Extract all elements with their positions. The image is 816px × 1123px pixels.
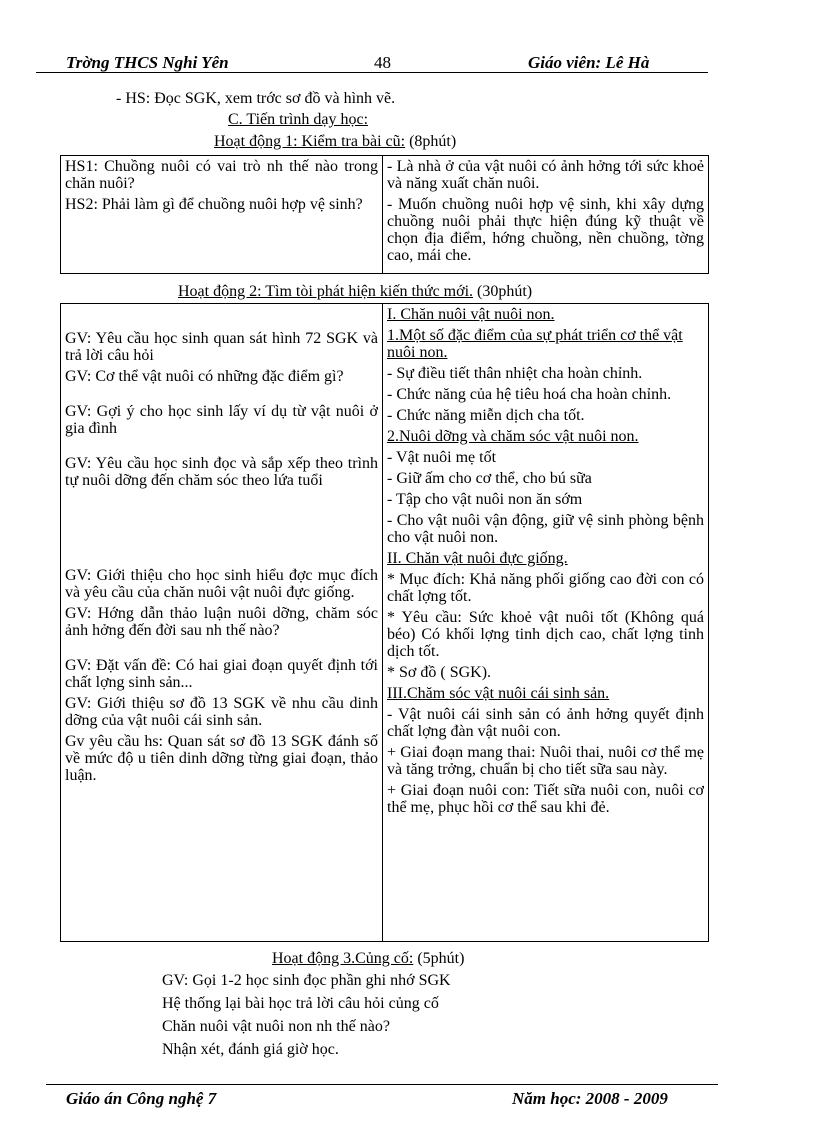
gv-item: GV: Giới thiệu sơ đồ 13 SGK về nhu cầu dinh dỡng của vật nuôi cái sinh sản. bbox=[65, 695, 378, 729]
footer-divider bbox=[46, 1084, 718, 1085]
section-heading: III.Chăm sóc vật nuôi cái sinh sản. bbox=[387, 685, 610, 702]
lesson-row bbox=[61, 304, 709, 942]
activity3-time: (5phút) bbox=[417, 950, 465, 967]
page-number: 48 bbox=[374, 53, 391, 72]
activity3-title: Hoạt động 3.Củng cố: bbox=[272, 950, 414, 967]
section-c-heading: C. Tiến trình dạy học: bbox=[228, 111, 369, 128]
content-paragraph: - Cho vật nuôi vận động, giữ vệ sinh phòng bệnh cho vật nuôi non. bbox=[387, 512, 704, 546]
wrapup-line: Chăn nuôi vật nuôi non nh thế nào? bbox=[162, 1018, 390, 1035]
gv-item: GV: Đặt vấn đề: Có hai giai đoạn quyết định tới chất lợng sinh sản... bbox=[65, 657, 378, 691]
review-answers-cell bbox=[383, 156, 709, 274]
answer-hs1: - Là nhà ở của vật nuôi có ảnh hởng tới sức khoẻ và năng xuất chăn nuôi. bbox=[387, 158, 704, 192]
content-paragraph: - Vật nuôi cái sinh sản có ảnh hởng quyết định chất lợng đàn vật nuôi con. bbox=[387, 706, 704, 740]
question-hs1: HS1: Chuồng nuôi có vai trò nh thế nào trong chăn nuôi? bbox=[65, 158, 378, 192]
gv-item: GV: Hớng dẫn thảo luận nuôi dỡng, chăm sóc ảnh hởng đến đời sau nh thế nào? bbox=[65, 605, 378, 639]
teacher-activities-cell bbox=[61, 304, 383, 942]
activity2-time: (30phút) bbox=[477, 283, 533, 300]
content-paragraph: + Giai đoạn mang thai: Nuôi thai, nuôi cơ thể mẹ và tăng trởng, chuẩn bị cho tiết sữa sau này. bbox=[387, 744, 704, 778]
activity1-title: Hoạt động 1: Kiểm tra bài cũ: bbox=[214, 133, 406, 150]
gv-item: GV: Yêu cầu học sinh quan sát hình 72 SGK và trả lời câu hỏi bbox=[65, 330, 378, 364]
content-paragraph: + Giai đoạn nuôi con: Tiết sữa nuôi con, nuôi cơ thể mẹ, phục hồi cơ thể sau khi đẻ. bbox=[387, 782, 704, 816]
review-table bbox=[60, 155, 709, 274]
header-divider bbox=[36, 72, 708, 73]
footer-subject: Giáo án Công nghệ 7 bbox=[66, 1089, 217, 1108]
section-heading: II. Chăn vật nuôi đực giống. bbox=[387, 550, 568, 567]
wrapup-line: Nhận xét, đánh giá giờ học. bbox=[162, 1041, 339, 1058]
activity1-heading bbox=[214, 133, 456, 151]
header-school: Trờng THCS Nghi Yên bbox=[66, 53, 229, 72]
header-teacher: Giáo viên: Lê Hà bbox=[528, 53, 650, 72]
content-paragraph: - Sự điều tiết thân nhiệt cha hoàn chỉnh. bbox=[387, 365, 643, 382]
footer-school-year: Năm học: 2008 - 2009 bbox=[512, 1089, 668, 1108]
content-paragraph: * Sơ đồ ( SGK). bbox=[387, 664, 492, 681]
content-paragraph: - Tập cho vật nuôi non ăn sớm bbox=[387, 491, 583, 508]
wrapup-line: Hệ thống lại bài học trả lời câu hỏi củng cố bbox=[162, 995, 439, 1012]
review-row bbox=[61, 156, 709, 274]
gv-item: GV: Gợi ý cho học sinh lấy ví dụ từ vật nuôi ở gia đình bbox=[65, 403, 378, 437]
content-paragraph: - Giữ ấm cho cơ thể, cho bú sữa bbox=[387, 470, 592, 487]
lesson-table bbox=[60, 303, 709, 942]
activity1-time: (8phút) bbox=[409, 133, 457, 150]
content-paragraph: - Vật nuôi mẹ tốt bbox=[387, 449, 497, 466]
content-paragraph: * Yêu cầu: Sức khoẻ vật nuôi tốt (Không quá béo) Có khối lợng tinh dịch cao, chất lợng tinh dịch tốt. bbox=[387, 609, 704, 660]
gv-item: GV: Cơ thể vật nuôi có những đặc điểm gì? bbox=[65, 368, 344, 385]
activity2-heading bbox=[178, 283, 532, 301]
gv-item: GV: Yêu cầu học sinh đọc và sắp xếp theo trình tự nuôi dỡng đến chăm sóc theo lứa tuổi bbox=[65, 455, 378, 489]
wrapup-line: GV: Gọi 1-2 học sinh đọc phần ghi nhớ SGK bbox=[162, 972, 451, 989]
subsection-heading: 1.Một số đặc điểm của sự phát triển cơ thể vật nuôi non. bbox=[387, 327, 683, 361]
knowledge-cell bbox=[383, 304, 709, 942]
content-paragraph: - Chức năng miễn dịch cha tốt. bbox=[387, 407, 585, 424]
gv-item: Gv yêu cầu hs: Quan sát sơ đồ 13 SGK đánh số về mức độ u tiên dinh dỡng từng giai đoạn, thảo luận. bbox=[65, 733, 378, 784]
section-heading: I. Chăn nuôi vật nuôi non. bbox=[387, 306, 555, 323]
hs-line: - HS: Đọc SGK, xem trớc sơ đồ và hình vẽ. bbox=[116, 90, 396, 107]
question-hs2: HS2: Phải làm gì để chuồng nuôi hợp vệ sinh? bbox=[65, 196, 363, 213]
gv-item: GV: Giới thiệu cho học sinh hiểu đợc mục đích và yêu cầu của chăn nuôi vật nuôi đực giống. bbox=[65, 567, 378, 601]
answer-hs2: - Muốn chuồng nuôi hợp vệ sinh, khi xây dựng chuồng nuôi phải thực hiện đúng kỹ thuật về chọn địa điểm, hớng chuồng, nền chuồng, tờng cao, mái che. bbox=[387, 196, 704, 264]
review-questions-cell bbox=[61, 156, 383, 274]
content-paragraph: - Chức năng của hệ tiêu hoá cha hoàn chỉnh. bbox=[387, 386, 672, 403]
content-paragraph: * Mục đích: Khả năng phối giống cao đời con có chất lợng tốt. bbox=[387, 571, 704, 605]
subsection-heading: 2.Nuôi dỡng và chăm sóc vật nuôi non. bbox=[387, 428, 639, 445]
activity2-title: Hoạt động 2: Tìm tòi phát hiện kiến thức mới. bbox=[178, 283, 474, 300]
activity3-heading bbox=[272, 950, 464, 968]
